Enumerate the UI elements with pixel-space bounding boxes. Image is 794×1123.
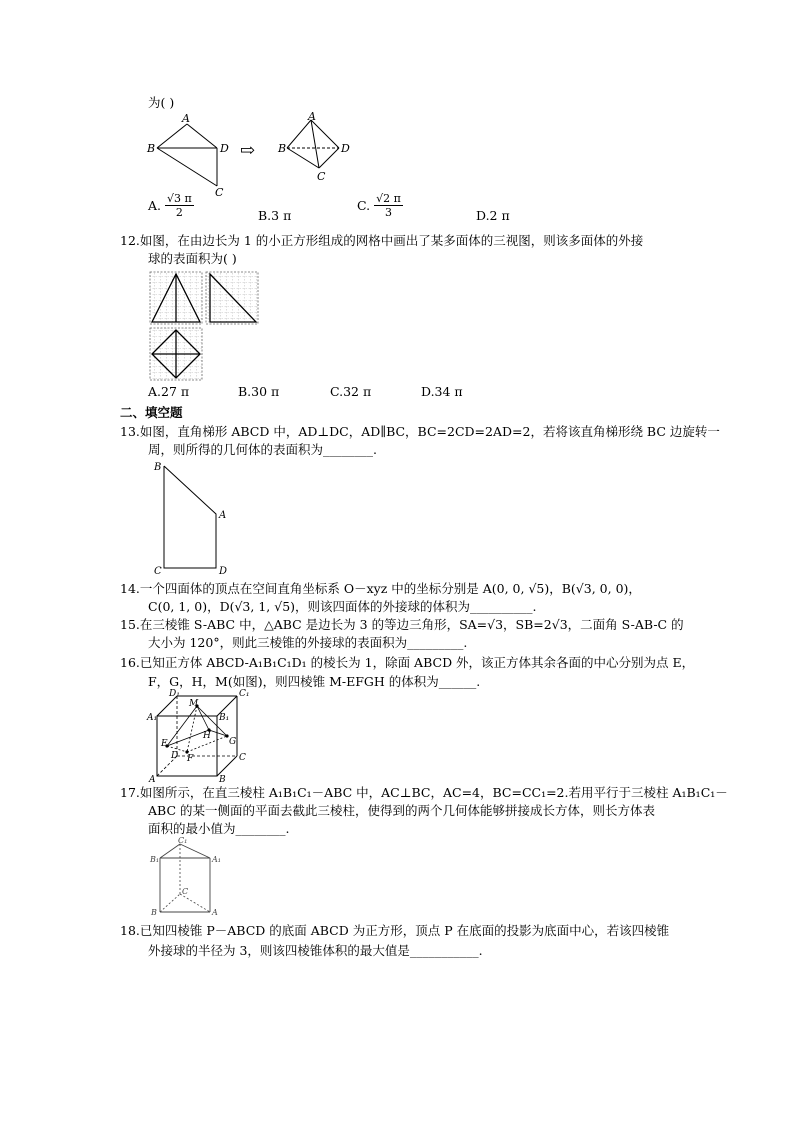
q16-label-B: B [219,775,226,784]
q12-option-d: D.34 π [421,384,463,399]
q12-option-a: A.27 π [148,384,190,399]
q16-label-B1: B₁ [219,713,230,723]
q16-label-D: D [171,751,179,761]
q17-prism [148,836,228,920]
q16-label-H: H [203,731,211,741]
q16-line2: F，G，H，M(如图)，则四棱锥 M-EFGH 的体积为______. [148,674,481,689]
q16-cube [145,688,255,784]
q12-option-b: B.30 π [238,384,280,399]
q11-label-B-left: B [147,142,156,155]
q17-label-B1: B₁ [150,855,160,864]
q17-label-C: C [182,887,189,896]
q12-line1: 12.如图，在由边长为 1 的小正方形组成的网格中画出了某多面体的三视图，则该多面体的外接 [120,233,644,248]
q13-trapezoid [148,458,238,576]
q11-label-D-left: D [220,142,229,155]
q17-label-A: A [212,908,218,917]
q11-option-d: D.2 π [476,208,510,223]
q11-figure [145,110,355,200]
q11-option-a: A. $\frac{√3 \pi}{2}$ [148,192,192,219]
q13-label-B: B [154,462,162,473]
q16-label-A1: A₁ [147,713,158,723]
q16-label-A: A [149,775,156,784]
q17-label-A1: A₁ [212,855,221,864]
q13-label-C: C [154,566,162,576]
q11-label-D-right: D [341,142,350,155]
q11-option-c: C. $\frac{√2 \pi}{3}$ [357,192,401,219]
q13-label-A: A [219,510,227,521]
q17-label-C1: C₁ [178,836,188,845]
q12-line2: 球的表面积为( ) [148,251,237,266]
q13-line2: 周，则所得的几何体的表面积为________. [148,442,377,457]
q18-line1: 18.已知四棱锥 P－ABCD 的底面 ABCD 为正方形，顶点 P 在底面的投影为底面中心，若该四棱锥 [120,923,670,938]
q17-line2: ABC 的某一侧面的平面去截此三棱柱，使得到的两个几何体能够拼接成长方体，则长方体表 [148,803,655,818]
q17-line3: 面积的最小值为________. [148,821,290,836]
q13-line1: 13.如图，直角梯形 ABCD 中，AD⊥DC，AD∥BC，BC=2CD=2AD=2，若将该直角梯形绕 BC 边旋转一 [120,424,720,439]
q16-label-D1: D₁ [169,689,180,699]
q18-line2: 外接球的半径为 3，则该四棱锥体积的最大值是___________. [148,943,483,958]
section-heading: 二、填空题 [120,405,183,420]
q15-line2: 大小为 120°，则此三棱锥的外接球的表面积为_________. [148,635,468,650]
q14-line1: 14.一个四面体的顶点在空间直角坐标系 O－xyz 中的坐标分别是 A(0, 0, √5)，B(√3, 0, 0)， [120,581,641,596]
q15-line1: 15.在三棱锥 S-ABC 中，△ABC 是边长为 3 的等边三角形，SA=√3，SB=2√3，二面角 S-AB-C 的 [120,617,684,632]
q17-label-B: B [151,908,157,917]
q11-label-A-left: A [182,112,190,125]
q16-label-G: G [229,737,237,747]
q16-label-M: M [189,699,199,709]
q11-option-b: B.3 π [258,208,292,223]
q13-label-D: D [219,566,228,576]
arrow-icon: ⇨ [240,140,256,161]
q11-prefix: 为( ) [148,95,175,110]
q11-label-A-right: A [308,110,316,123]
q16-label-C: C [239,753,246,763]
q11-label-B-right: B [278,142,287,155]
q12-option-c: C.32 π [330,384,372,399]
q14-line2: C(0, 1, 0)，D(√3, 1, √5)，则该四面体的外接球的体积为__________. [148,599,537,614]
q16-line1: 16.已知正方体 ABCD-A₁B₁C₁D₁ 的棱长为 1，除面 ABCD 外，该正方体其余各面的中心分别为点 E， [120,655,695,670]
q12-three-views [148,270,263,382]
q16-label-C1: C₁ [239,689,250,699]
q11-label-C-left: C [215,186,224,199]
q16-label-F: F [187,754,194,764]
q16-label-E: E [161,739,168,749]
q11-label-C-right: C [317,170,326,183]
q17-line1: 17.如图所示，在直三棱柱 A₁B₁C₁－ABC 中，AC⊥BC，AC=4，BC=CC₁=2.若用平行于三棱柱 A₁B₁C₁－ [120,785,728,800]
